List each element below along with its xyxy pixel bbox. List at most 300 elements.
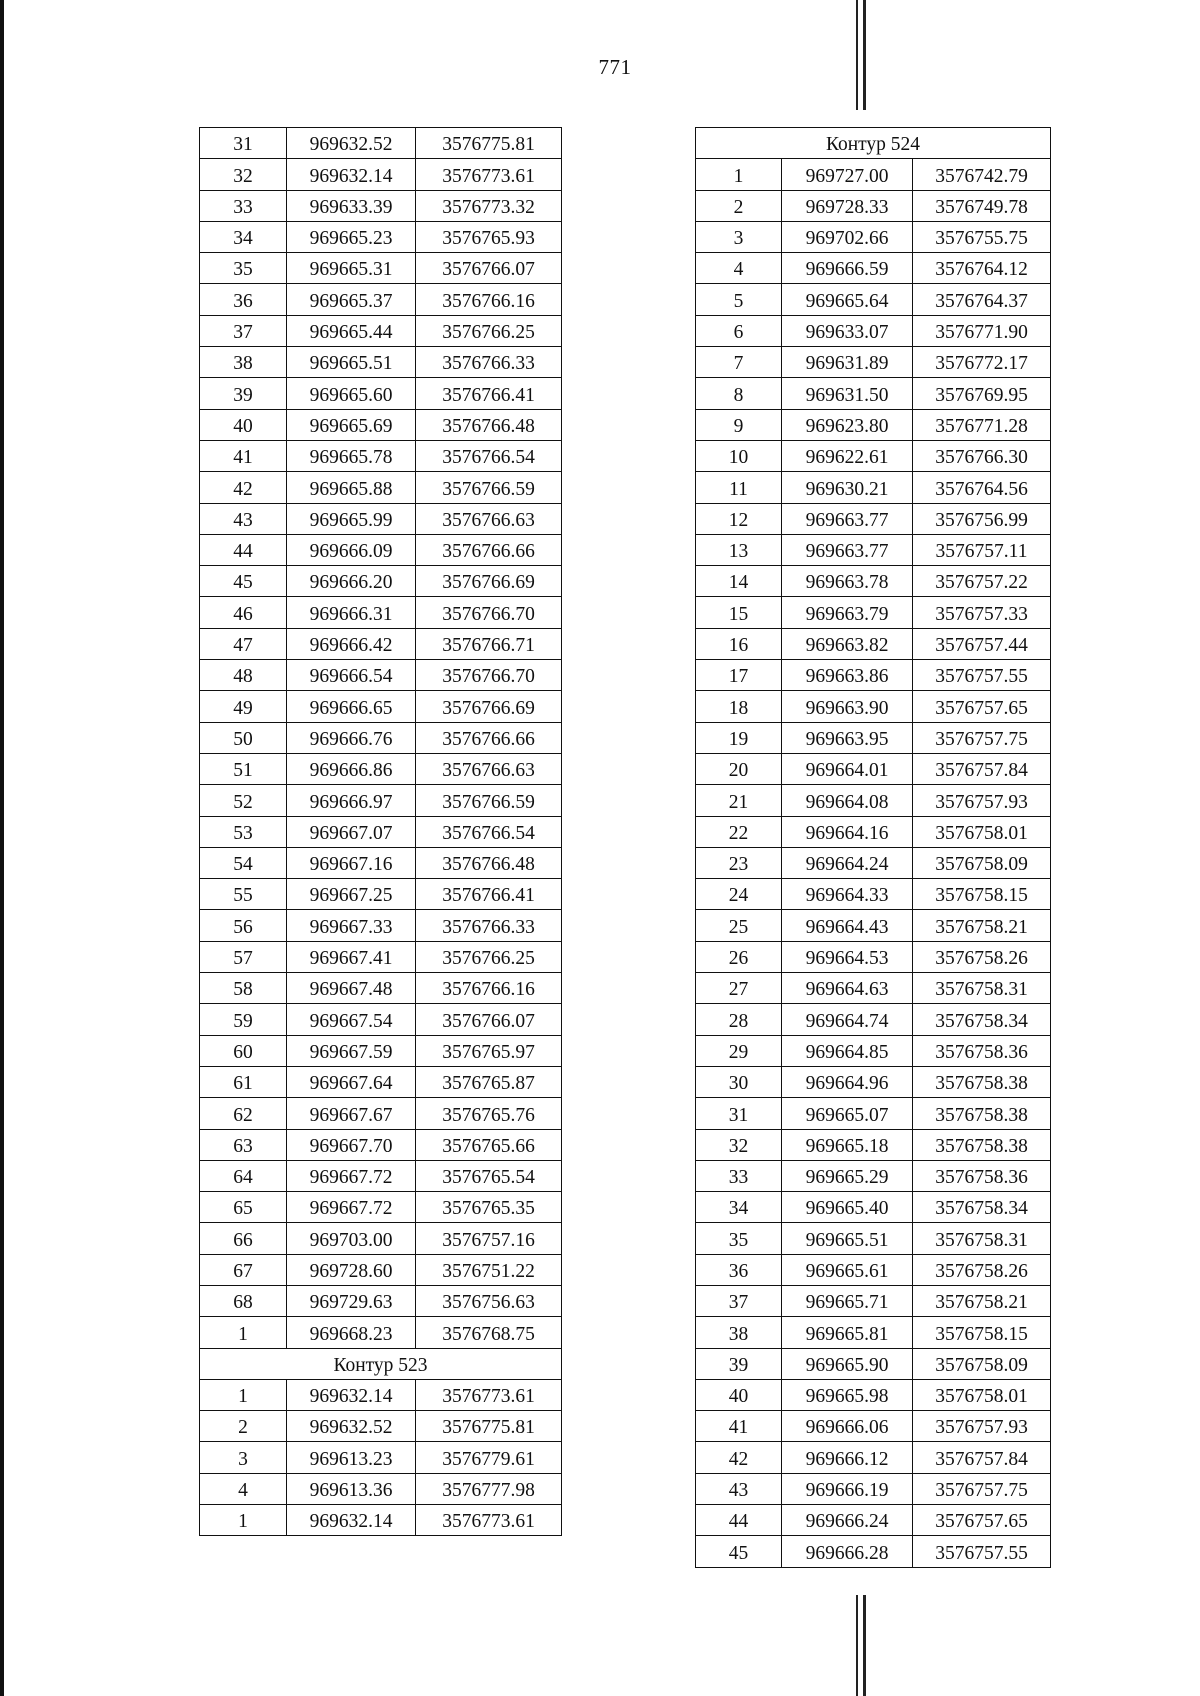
point-number-cell: 31 <box>200 128 287 159</box>
y-coordinate-cell: 3576765.93 <box>416 221 562 252</box>
x-coordinate-cell: 969727.00 <box>782 159 913 190</box>
x-coordinate-cell: 969663.77 <box>782 534 913 565</box>
table-row <box>696 1066 1051 1097</box>
point-number-cell: 48 <box>200 660 287 691</box>
table-row <box>200 1505 562 1536</box>
point-number-cell: 33 <box>696 1160 782 1191</box>
x-coordinate-cell: 969664.16 <box>782 816 913 847</box>
point-number-cell: 7 <box>696 347 782 378</box>
x-coordinate-cell: 969664.96 <box>782 1066 913 1097</box>
point-number-cell: 36 <box>200 284 287 315</box>
y-coordinate-cell: 3576765.54 <box>416 1160 562 1191</box>
point-number-cell: 2 <box>200 1411 287 1442</box>
y-coordinate-cell: 3576757.75 <box>913 722 1051 753</box>
x-coordinate-cell: 969663.90 <box>782 691 913 722</box>
y-coordinate-cell: 3576766.25 <box>416 941 562 972</box>
point-number-cell: 22 <box>696 816 782 847</box>
table-row <box>696 190 1051 221</box>
y-coordinate-cell: 3576758.09 <box>913 847 1051 878</box>
x-coordinate-cell: 969665.29 <box>782 1160 913 1191</box>
y-coordinate-cell: 3576758.26 <box>913 1254 1051 1285</box>
table-row <box>696 1223 1051 1254</box>
x-coordinate-cell: 969729.63 <box>287 1285 416 1316</box>
table-row <box>696 1348 1051 1379</box>
x-coordinate-cell: 969631.89 <box>782 347 913 378</box>
point-number-cell: 32 <box>200 159 287 190</box>
table-row <box>200 1223 562 1254</box>
point-number-cell: 49 <box>200 691 287 722</box>
x-coordinate-cell: 969622.61 <box>782 440 913 471</box>
x-coordinate-cell: 969666.19 <box>782 1473 913 1504</box>
y-coordinate-cell: 3576773.61 <box>416 1505 562 1536</box>
table-row <box>200 472 562 503</box>
point-number-cell: 38 <box>200 347 287 378</box>
point-number-cell: 18 <box>696 691 782 722</box>
point-number-cell: 37 <box>696 1285 782 1316</box>
point-number-cell: 24 <box>696 879 782 910</box>
table-row <box>696 1192 1051 1223</box>
table-row <box>200 1066 562 1097</box>
point-number-cell: 40 <box>200 409 287 440</box>
y-coordinate-cell: 3576758.36 <box>913 1160 1051 1191</box>
x-coordinate-cell: 969632.14 <box>287 159 416 190</box>
table-row <box>200 566 562 597</box>
y-coordinate-cell: 3576766.71 <box>416 628 562 659</box>
x-coordinate-cell: 969667.25 <box>287 879 416 910</box>
x-coordinate-cell: 969666.20 <box>287 566 416 597</box>
x-coordinate-cell: 969666.54 <box>287 660 416 691</box>
point-number-cell: 19 <box>696 722 782 753</box>
table-row <box>696 315 1051 346</box>
table-row <box>696 753 1051 784</box>
point-number-cell: 66 <box>200 1223 287 1254</box>
y-coordinate-cell: 3576758.09 <box>913 1348 1051 1379</box>
table-row <box>696 1379 1051 1410</box>
y-coordinate-cell: 3576766.07 <box>416 1004 562 1035</box>
table-row <box>696 1317 1051 1348</box>
point-number-cell: 43 <box>200 503 287 534</box>
y-coordinate-cell: 3576772.17 <box>913 347 1051 378</box>
y-coordinate-cell: 3576766.16 <box>416 284 562 315</box>
x-coordinate-cell: 969664.63 <box>782 973 913 1004</box>
point-number-cell: 52 <box>200 785 287 816</box>
table-row <box>696 1411 1051 1442</box>
point-number-cell: 62 <box>200 1098 287 1129</box>
table-row <box>696 440 1051 471</box>
table-row <box>200 190 562 221</box>
x-coordinate-cell: 969665.90 <box>782 1348 913 1379</box>
table-row <box>696 1536 1051 1567</box>
x-coordinate-cell: 969665.18 <box>782 1129 913 1160</box>
point-number-cell: 11 <box>696 472 782 503</box>
point-number-cell: 40 <box>696 1379 782 1410</box>
point-number-cell: 3 <box>696 221 782 252</box>
x-coordinate-cell: 969664.08 <box>782 785 913 816</box>
x-coordinate-cell: 969666.59 <box>782 253 913 284</box>
binding-line-bottom <box>856 1595 872 1696</box>
x-coordinate-cell: 969613.36 <box>287 1473 416 1504</box>
x-coordinate-cell: 969632.14 <box>287 1505 416 1536</box>
point-number-cell: 63 <box>200 1129 287 1160</box>
table-row <box>696 1505 1051 1536</box>
y-coordinate-cell: 3576758.15 <box>913 879 1051 910</box>
table-row <box>200 1129 562 1160</box>
table-row <box>696 628 1051 659</box>
x-coordinate-cell: 969665.99 <box>287 503 416 534</box>
x-coordinate-cell: 969728.33 <box>782 190 913 221</box>
point-number-cell: 45 <box>200 566 287 597</box>
x-coordinate-cell: 969665.07 <box>782 1098 913 1129</box>
table-row <box>696 941 1051 972</box>
point-number-cell: 47 <box>200 628 287 659</box>
x-coordinate-cell: 969664.24 <box>782 847 913 878</box>
point-number-cell: 6 <box>696 315 782 346</box>
point-number-cell: 20 <box>696 753 782 784</box>
y-coordinate-cell: 3576749.78 <box>913 190 1051 221</box>
point-number-cell: 56 <box>200 910 287 941</box>
y-coordinate-cell: 3576757.84 <box>913 753 1051 784</box>
table-row <box>696 691 1051 722</box>
x-coordinate-cell: 969703.00 <box>287 1223 416 1254</box>
y-coordinate-cell: 3576773.32 <box>416 190 562 221</box>
table-row <box>200 1004 562 1035</box>
contour-title: Контур 524 <box>696 128 1051 159</box>
y-coordinate-cell: 3576771.90 <box>913 315 1051 346</box>
point-number-cell: 39 <box>200 378 287 409</box>
point-number-cell: 23 <box>696 847 782 878</box>
point-number-cell: 2 <box>696 190 782 221</box>
table-row <box>696 1098 1051 1129</box>
x-coordinate-cell: 969667.41 <box>287 941 416 972</box>
y-coordinate-cell: 3576766.48 <box>416 847 562 878</box>
x-coordinate-cell: 969665.44 <box>287 315 416 346</box>
table-row <box>200 973 562 1004</box>
table-row <box>696 722 1051 753</box>
y-coordinate-cell: 3576766.70 <box>416 660 562 691</box>
x-coordinate-cell: 969632.14 <box>287 1379 416 1410</box>
y-coordinate-cell: 3576766.63 <box>416 503 562 534</box>
x-coordinate-cell: 969665.51 <box>782 1223 913 1254</box>
y-coordinate-cell: 3576766.54 <box>416 440 562 471</box>
x-coordinate-cell: 969665.60 <box>287 378 416 409</box>
x-coordinate-cell: 969667.72 <box>287 1160 416 1191</box>
y-coordinate-cell: 3576766.25 <box>416 315 562 346</box>
x-coordinate-cell: 969666.76 <box>287 722 416 753</box>
y-coordinate-cell: 3576758.38 <box>913 1066 1051 1097</box>
point-number-cell: 35 <box>200 253 287 284</box>
point-number-cell: 67 <box>200 1254 287 1285</box>
table-row <box>200 910 562 941</box>
point-number-cell: 3 <box>200 1442 287 1473</box>
y-coordinate-cell: 3576766.41 <box>416 879 562 910</box>
point-number-cell: 61 <box>200 1066 287 1097</box>
x-coordinate-cell: 969664.53 <box>782 941 913 972</box>
point-number-cell: 35 <box>696 1223 782 1254</box>
y-coordinate-cell: 3576766.69 <box>416 566 562 597</box>
point-number-cell: 65 <box>200 1192 287 1223</box>
x-coordinate-cell: 969667.07 <box>287 816 416 847</box>
table-row <box>696 159 1051 190</box>
x-coordinate-cell: 969633.07 <box>782 315 913 346</box>
table-row <box>696 221 1051 252</box>
y-coordinate-cell: 3576766.59 <box>416 472 562 503</box>
table-row <box>200 941 562 972</box>
x-coordinate-cell: 969665.69 <box>287 409 416 440</box>
x-coordinate-cell: 969666.86 <box>287 753 416 784</box>
point-number-cell: 41 <box>200 440 287 471</box>
y-coordinate-cell: 3576756.63 <box>416 1285 562 1316</box>
x-coordinate-cell: 969665.78 <box>287 440 416 471</box>
x-coordinate-cell: 969665.31 <box>287 253 416 284</box>
point-number-cell: 21 <box>696 785 782 816</box>
y-coordinate-cell: 3576766.66 <box>416 722 562 753</box>
y-coordinate-cell: 3576758.01 <box>913 816 1051 847</box>
table-row <box>200 753 562 784</box>
y-coordinate-cell: 3576765.97 <box>416 1035 562 1066</box>
y-coordinate-cell: 3576758.15 <box>913 1317 1051 1348</box>
x-coordinate-cell: 969667.64 <box>287 1066 416 1097</box>
y-coordinate-cell: 3576769.95 <box>913 378 1051 409</box>
table-row <box>696 1035 1051 1066</box>
point-number-cell: 30 <box>696 1066 782 1097</box>
point-number-cell: 41 <box>696 1411 782 1442</box>
table-row <box>200 722 562 753</box>
point-number-cell: 54 <box>200 847 287 878</box>
x-coordinate-cell: 969667.59 <box>287 1035 416 1066</box>
x-coordinate-cell: 969666.42 <box>287 628 416 659</box>
table-row <box>200 879 562 910</box>
point-number-cell: 42 <box>696 1442 782 1473</box>
y-coordinate-cell: 3576766.66 <box>416 534 562 565</box>
point-number-cell: 26 <box>696 941 782 972</box>
point-number-cell: 58 <box>200 973 287 1004</box>
x-coordinate-cell: 969667.67 <box>287 1098 416 1129</box>
x-coordinate-cell: 969667.70 <box>287 1129 416 1160</box>
point-number-cell: 57 <box>200 941 287 972</box>
x-coordinate-cell: 969664.01 <box>782 753 913 784</box>
y-coordinate-cell: 3576757.75 <box>913 1473 1051 1504</box>
x-coordinate-cell: 969630.21 <box>782 472 913 503</box>
x-coordinate-cell: 969666.12 <box>782 1442 913 1473</box>
table-row <box>696 1160 1051 1191</box>
x-coordinate-cell: 969666.65 <box>287 691 416 722</box>
y-coordinate-cell: 3576779.61 <box>416 1442 562 1473</box>
y-coordinate-cell: 3576758.01 <box>913 1379 1051 1410</box>
table-row <box>200 1254 562 1285</box>
y-coordinate-cell: 3576758.31 <box>913 973 1051 1004</box>
x-coordinate-cell: 969663.86 <box>782 660 913 691</box>
y-coordinate-cell: 3576757.55 <box>913 1536 1051 1567</box>
point-number-cell: 1 <box>696 159 782 190</box>
table-row <box>200 1317 562 1348</box>
table-row <box>200 1098 562 1129</box>
page-number: 771 <box>598 55 632 79</box>
table-row <box>200 660 562 691</box>
x-coordinate-cell: 969632.52 <box>287 1411 416 1442</box>
x-coordinate-cell: 969663.77 <box>782 503 913 534</box>
table-row <box>200 691 562 722</box>
table-row <box>696 1442 1051 1473</box>
x-coordinate-cell: 969667.16 <box>287 847 416 878</box>
table-row <box>696 503 1051 534</box>
table-row <box>696 378 1051 409</box>
point-number-cell: 5 <box>696 284 782 315</box>
y-coordinate-cell: 3576764.56 <box>913 472 1051 503</box>
point-number-cell: 4 <box>200 1473 287 1504</box>
y-coordinate-cell: 3576777.98 <box>416 1473 562 1504</box>
y-coordinate-cell: 3576757.44 <box>913 628 1051 659</box>
y-coordinate-cell: 3576758.38 <box>913 1129 1051 1160</box>
point-number-cell: 53 <box>200 816 287 847</box>
table-row <box>200 847 562 878</box>
x-coordinate-cell: 969666.31 <box>287 597 416 628</box>
y-coordinate-cell: 3576773.61 <box>416 159 562 190</box>
y-coordinate-cell: 3576751.22 <box>416 1254 562 1285</box>
table-row <box>200 378 562 409</box>
x-coordinate-cell: 969665.37 <box>287 284 416 315</box>
table-row <box>696 660 1051 691</box>
x-coordinate-cell: 969664.33 <box>782 879 913 910</box>
point-number-cell: 60 <box>200 1035 287 1066</box>
y-coordinate-cell: 3576757.22 <box>913 566 1051 597</box>
y-coordinate-cell: 3576742.79 <box>913 159 1051 190</box>
table-row <box>200 159 562 190</box>
table-row <box>696 409 1051 440</box>
table-row <box>200 1379 562 1410</box>
point-number-cell: 1 <box>200 1505 287 1536</box>
y-coordinate-cell: 3576757.11 <box>913 534 1051 565</box>
table-row <box>200 816 562 847</box>
table-row <box>200 503 562 534</box>
y-coordinate-cell: 3576771.28 <box>913 409 1051 440</box>
table-row <box>696 597 1051 628</box>
point-number-cell: 33 <box>200 190 287 221</box>
y-coordinate-cell: 3576766.16 <box>416 973 562 1004</box>
coordinates-table-left <box>199 127 562 1536</box>
point-number-cell: 68 <box>200 1285 287 1316</box>
table-row <box>696 816 1051 847</box>
table-row <box>696 566 1051 597</box>
table-row <box>200 128 562 159</box>
point-number-cell: 29 <box>696 1035 782 1066</box>
y-coordinate-cell: 3576766.70 <box>416 597 562 628</box>
x-coordinate-cell: 969665.64 <box>782 284 913 315</box>
y-coordinate-cell: 3576757.33 <box>913 597 1051 628</box>
table-row <box>696 1473 1051 1504</box>
y-coordinate-cell: 3576758.26 <box>913 941 1051 972</box>
y-coordinate-cell: 3576766.48 <box>416 409 562 440</box>
y-coordinate-cell: 3576766.54 <box>416 816 562 847</box>
point-number-cell: 42 <box>200 472 287 503</box>
x-coordinate-cell: 969664.85 <box>782 1035 913 1066</box>
y-coordinate-cell: 3576757.65 <box>913 1505 1051 1536</box>
x-coordinate-cell: 969667.54 <box>287 1004 416 1035</box>
table-row <box>200 440 562 471</box>
y-coordinate-cell: 3576775.81 <box>416 1411 562 1442</box>
y-coordinate-cell: 3576757.55 <box>913 660 1051 691</box>
point-number-cell: 32 <box>696 1129 782 1160</box>
point-number-cell: 64 <box>200 1160 287 1191</box>
x-coordinate-cell: 969667.33 <box>287 910 416 941</box>
x-coordinate-cell: 969666.06 <box>782 1411 913 1442</box>
x-coordinate-cell: 969663.79 <box>782 597 913 628</box>
x-coordinate-cell: 969728.60 <box>287 1254 416 1285</box>
point-number-cell: 44 <box>696 1505 782 1536</box>
point-number-cell: 34 <box>200 221 287 252</box>
x-coordinate-cell: 969665.81 <box>782 1317 913 1348</box>
point-number-cell: 17 <box>696 660 782 691</box>
table-row <box>200 1411 562 1442</box>
point-number-cell: 25 <box>696 910 782 941</box>
point-number-cell: 45 <box>696 1536 782 1567</box>
point-number-cell: 43 <box>696 1473 782 1504</box>
contour-header-row <box>696 128 1051 159</box>
x-coordinate-cell: 969668.23 <box>287 1317 416 1348</box>
y-coordinate-cell: 3576766.30 <box>913 440 1051 471</box>
table-row <box>200 347 562 378</box>
y-coordinate-cell: 3576758.36 <box>913 1035 1051 1066</box>
point-number-cell: 44 <box>200 534 287 565</box>
point-number-cell: 55 <box>200 879 287 910</box>
table-row <box>696 973 1051 1004</box>
y-coordinate-cell: 3576757.93 <box>913 1411 1051 1442</box>
table-row <box>696 1129 1051 1160</box>
contour-header-row <box>200 1348 562 1379</box>
table-row <box>200 1035 562 1066</box>
x-coordinate-cell: 969623.80 <box>782 409 913 440</box>
y-coordinate-cell: 3576765.35 <box>416 1192 562 1223</box>
point-number-cell: 38 <box>696 1317 782 1348</box>
y-coordinate-cell: 3576757.16 <box>416 1223 562 1254</box>
point-number-cell: 12 <box>696 503 782 534</box>
y-coordinate-cell: 3576773.61 <box>416 1379 562 1410</box>
point-number-cell: 1 <box>200 1379 287 1410</box>
table-row <box>200 409 562 440</box>
y-coordinate-cell: 3576765.87 <box>416 1066 562 1097</box>
point-number-cell: 16 <box>696 628 782 659</box>
x-coordinate-cell: 969665.98 <box>782 1379 913 1410</box>
table-row <box>200 534 562 565</box>
table-row <box>200 597 562 628</box>
point-number-cell: 37 <box>200 315 287 346</box>
point-number-cell: 10 <box>696 440 782 471</box>
y-coordinate-cell: 3576758.21 <box>913 910 1051 941</box>
x-coordinate-cell: 969702.66 <box>782 221 913 252</box>
y-coordinate-cell: 3576766.33 <box>416 910 562 941</box>
point-number-cell: 8 <box>696 378 782 409</box>
y-coordinate-cell: 3576766.69 <box>416 691 562 722</box>
x-coordinate-cell: 969666.97 <box>287 785 416 816</box>
point-number-cell: 9 <box>696 409 782 440</box>
coordinates-table-right <box>695 127 1051 1568</box>
table-row <box>696 253 1051 284</box>
point-number-cell: 39 <box>696 1348 782 1379</box>
table-row <box>696 879 1051 910</box>
y-coordinate-cell: 3576758.34 <box>913 1192 1051 1223</box>
point-number-cell: 50 <box>200 722 287 753</box>
x-coordinate-cell: 969663.78 <box>782 566 913 597</box>
point-number-cell: 1 <box>200 1317 287 1348</box>
y-coordinate-cell: 3576756.99 <box>913 503 1051 534</box>
table-row <box>696 1004 1051 1035</box>
point-number-cell: 51 <box>200 753 287 784</box>
x-coordinate-cell: 969663.82 <box>782 628 913 659</box>
table-row <box>200 315 562 346</box>
y-coordinate-cell: 3576757.84 <box>913 1442 1051 1473</box>
y-coordinate-cell: 3576765.76 <box>416 1098 562 1129</box>
table-row <box>200 284 562 315</box>
point-number-cell: 59 <box>200 1004 287 1035</box>
